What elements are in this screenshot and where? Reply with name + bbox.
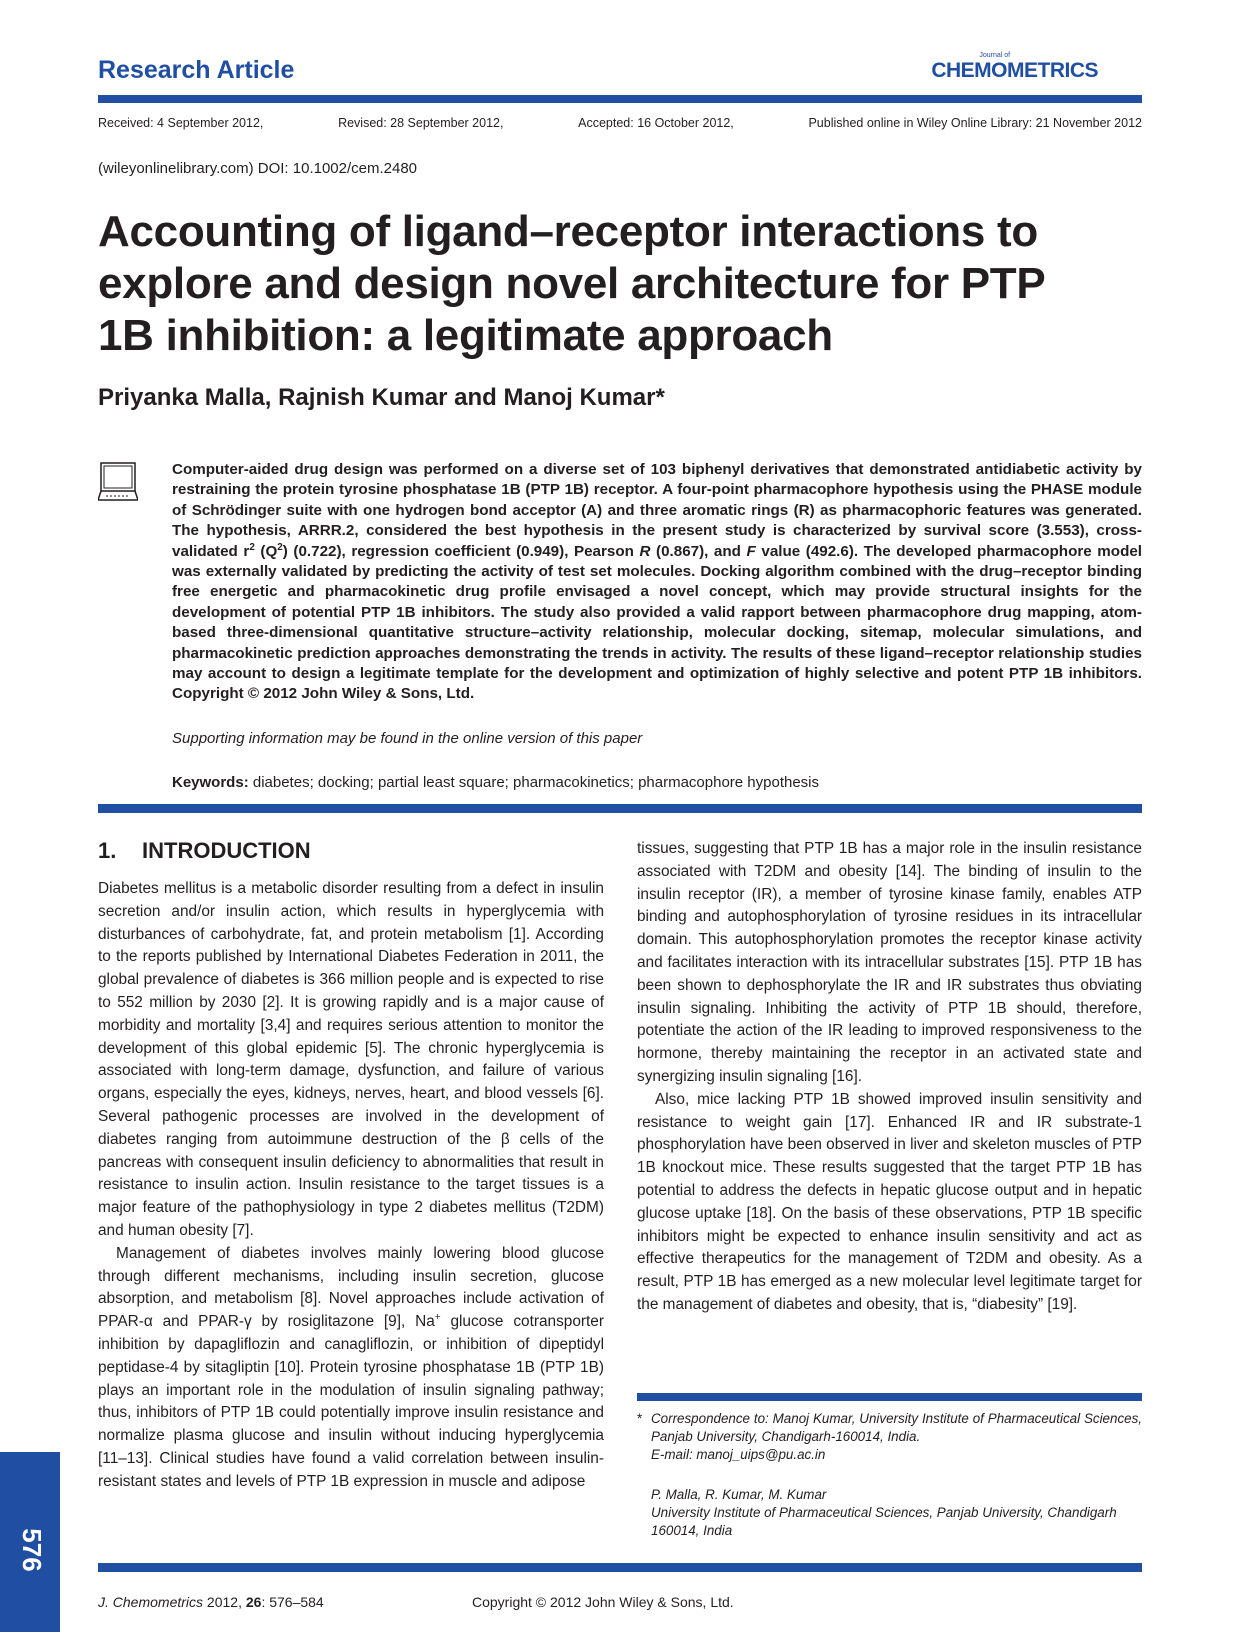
affiliation-address: University Institute of Pharmaceutical Sciences, Panjab University, Chandigarh 160014, India	[651, 1505, 1117, 1538]
abstract	[172, 460, 1142, 705]
section-heading	[98, 838, 311, 864]
accepted-date: Accepted: 16 October 2012,	[578, 116, 734, 130]
column-left	[98, 878, 604, 1494]
header-rule	[98, 95, 1142, 103]
abstract-text: (0.867), and	[650, 542, 747, 560]
italic-symbol: R	[639, 542, 651, 560]
journal-logo-small: Journal of	[979, 52, 1011, 59]
supporting-info: Supporting information may be found in the online version of this paper	[172, 730, 643, 747]
superscript: +	[434, 1312, 441, 1324]
affiliation-names: P. Malla, R. Kumar, M. Kumar	[651, 1487, 827, 1502]
citation-year: 2012,	[203, 1594, 246, 1610]
revised-date: Revised: 28 September 2012,	[338, 116, 504, 130]
superscript: 2	[249, 541, 255, 553]
correspondence-text: Correspondence to: Manoj Kumar, University Institute of Pharmaceutical Sciences, Panjab University, Chandigarh-160014, India.	[651, 1411, 1142, 1444]
authors: Priyanka Malla, Rajnish Kumar and Manoj Kumar*	[98, 384, 665, 411]
article-type-label: Research Article	[98, 56, 295, 84]
page-number: 576	[17, 1528, 47, 1572]
keywords-list: diabetes; docking; partial least square; pharmacokinetics; pharmacophore hypothesis	[248, 774, 820, 791]
section-title: INTRODUCTION	[142, 838, 311, 863]
abstract-text: (Q	[254, 542, 278, 560]
doi[interactable]: (wileyonlinelibrary.com) DOI: 10.1002/cem.2480	[98, 160, 418, 177]
keywords	[172, 774, 819, 791]
footer-rule	[98, 1563, 1142, 1572]
affiliation	[651, 1486, 1142, 1540]
paragraph: Also, mice lacking PTP 1B showed improved insulin sensitivity and resistance to weight gain [17]. Enhanced IR and IR substrate-1 phosphorylation have been observed in liver and skeleton muscles of PTP 1B knockout mice. These results suggested that the target PTP 1B has potential to address the defects in hepatic glucose output and in hepatic glucose uptake [18]. On the basis of these observations, PTP 1B specific inhibitors might be expected to enhance insulin sensitivity and act as effective therapeutics for the management of T2DM and obesity. As a result, PTP 1B has emerged as a new molecular level legitimate target for the management of diabetes and obesity, that is, “diabesity” [19].	[637, 1090, 1142, 1313]
title-line: 1B inhibition: a legitimate approach	[98, 311, 833, 360]
paragraph-text: glucose cotransporter inhibition by dapagliflozin and canagliflozin, or inhibition of dipeptidyl peptidase-4 by sitagliptin [10]. Protein tyrosine phosphatase 1B (PTP 1B) plays an important role in the modulation of insulin signaling pathway; thus, inhibitors of PTP 1B could potentially improve insulin resistance and normalize plasma glucose and insulin without inducing hyperglycemia [11–13]. Clinical studies have found a valid correlation between insulin-resistant states and levels of PTP 1B expression in muscle and adipose	[98, 1313, 604, 1490]
footnote-rule	[637, 1393, 1142, 1401]
abstract-text: Computer-aided drug design was performed on a diverse set of 103 biphenyl derivatives that demonstrated antidiabetic activity by restraining the protein tyrosine phosphatase 1B (PTP 1B) receptor. A four-point pharmacophore hypothesis using the PHASE module of Schrödinger suite with one hydrogen bond acceptor (A) and three aromatic rings (R) as pharmacophoric features was generated. The hypothesis, ARRR.2, considered the best hypothesis in the present study is characterized by survival score (3.553), cross-validated r	[172, 461, 1142, 560]
abstract-text: ) (0.722), regression coefficient (0.949), Pearson	[282, 542, 640, 560]
section-number: 1.	[98, 838, 117, 863]
paragraph: tissues, suggesting that PTP 1B has a major role in the insulin resistance associated with T2DM and obesity [14]. The binding of insulin to the insulin receptor (IR), a member of tyrosine kinase family, enables ATP binding and autophosphorylation of tyrosine residues in its intracellular domain. This autophosphorylation promotes the receptor kinase activity and facilitates interaction with its intracellular substrates [15]. PTP 1B has been shown to dephosphorylate the IR and IR substrates thus obviating insulin signaling. Inhibiting the activity of PTP 1B should, therefore, potentiate the action of the IR leading to improved responsiveness to the hormone, thereby maintaining the receptor in an activated state and synergizing insulin signaling [16].	[637, 840, 1142, 1085]
keywords-label: Keywords:	[172, 774, 249, 791]
abstract-text: value (492.6). The developed pharmacophore model was externally validated by predicting the activity of test set molecules. Docking algorithm combined with the drug–receptor binding free energetic and pharmacokinetic drug profile envisaged a novel concept, which may provide structural insights for the development of potential PTP 1B inhibitors. The study also provided a valid rapport between pharmacophore drug mapping, atom-based three-dimensional quantitative structure–activity relationship, molecular docking, sitemap, molecular simulations, and pharmacokinetic prediction approaches demonstrating the trends in activity. The results of these ligand–receptor relationship studies may account to design a legitimate template for the development and optimization of highly selective and potent PTP 1B inhibitors. Copyright © 2012 John Wiley & Sons, Ltd.	[172, 542, 1143, 703]
paragraph: Diabetes mellitus is a metabolic disorder resulting from a defect in insulin secretion and/or insulin action, which results in hyperglycemia with disturbances of carbohydrate, fat, and protein metabolism [1]. According to the reports published by International Diabetes Federation in 2011, the global prevalence of diabetes is 366 million people and is expected to rise to 552 million by 2030 [2]. It is growing rapidly and is a major cause of morbidity and mortality [3,4] and requires serious attention to monitor the development of this global epidemic [5]. The chronic hyperglycemia is associated with long-term damage, dysfunction, and failure of various organs, especially the eyes, kidneys, nerves, heart, and blood vessels [6]. Several pathogenic processes are involved in the development of diabetes ranging from autoimmune destruction of the β cells of the pancreas with consequent insulin deficiency to abnormalities that result in resistance to insulin action. Insulin resistance to the target tissues is a major feature of the pathophysiology in type 2 diabetes mellitus (T2DM) and human obesity [7].	[98, 880, 604, 1239]
paragraph	[98, 1243, 604, 1494]
journal-logo	[931, 52, 1098, 82]
citation-volume: 26	[245, 1594, 262, 1610]
history-dates	[98, 116, 1142, 130]
title-line: explore and design novel architecture for PTP	[98, 259, 1046, 308]
abstract-rule	[98, 804, 1142, 813]
footer-copyright: Copyright © 2012 John Wiley & Sons, Ltd.	[472, 1594, 734, 1610]
italic-symbol: F	[746, 542, 756, 560]
article-title	[98, 206, 1148, 362]
correspondence-email[interactable]: E-mail: manoj_uips@pu.ac.in	[651, 1447, 826, 1462]
title-line: Accounting of ligand–receptor interactions to	[98, 207, 1038, 256]
journal-logo-name: CHEMOMETRICS	[931, 59, 1098, 82]
column-right	[637, 838, 1142, 1317]
citation	[98, 1594, 324, 1610]
footnote-marker: *	[637, 1411, 643, 1426]
published-date: Published online in Wiley Online Library: 21 November 2012	[808, 116, 1142, 130]
citation-journal: J. Chemometrics	[98, 1594, 204, 1610]
received-date: Received: 4 September 2012,	[98, 116, 264, 130]
citation-pages: : 576–584	[261, 1594, 324, 1610]
computer-icon	[98, 462, 138, 504]
paragraph-text: Management of diabetes involves mainly lowering blood glucose through different mechanisms, including insulin secretion, glucose absorption, and metabolism [8]. Novel approaches include activation of PPAR-α and PPAR-γ by rosiglitazone [9], Na	[98, 1244, 604, 1331]
correspondence	[637, 1410, 1142, 1464]
superscript: 2	[277, 541, 283, 553]
